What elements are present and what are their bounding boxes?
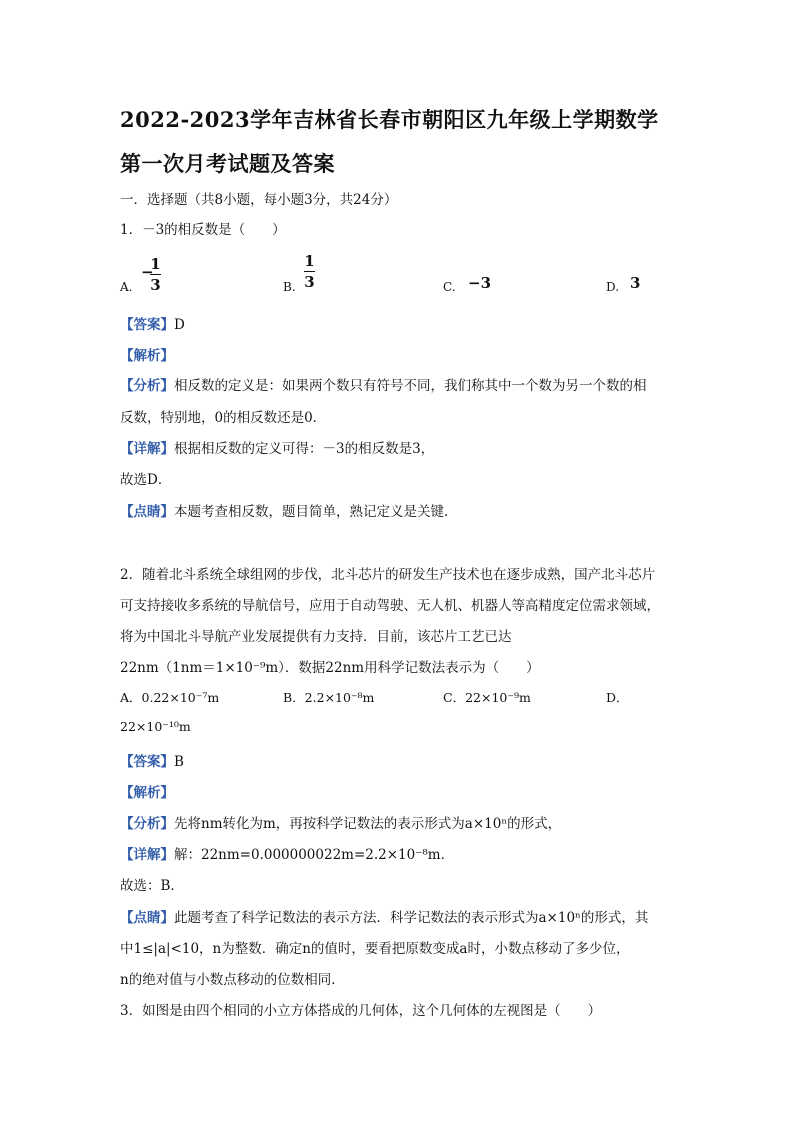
- q1-option-a-fraction: 1 3: [150, 255, 161, 294]
- q2-option-d: D．: [606, 690, 629, 705]
- q2-dianjing-2: 中1≤|a|<10，n为整数．确定n的值时，要看把原数变成a时，小数点移动了多少位，: [120, 941, 630, 957]
- q1-answer: 【答案】D: [120, 317, 185, 333]
- q2-stem-4: 22nm（1nm＝1×10⁻⁹m）．数据22nm用科学记数法表示为（ ）: [120, 660, 540, 676]
- q2-stem-2: 可支持接收多系统的导航信号，应用于自动驾驶、无人机、机器人等高精度定位需求领域，: [120, 598, 660, 614]
- q3-stem: 3．如图是由四个相同的小立方体搭成的几何体，这个几何体的左视图是（ ）: [120, 1003, 602, 1019]
- q2-fenxi: 【分析】先将nm转化为m，再按科学记数法的表示形式为a×10ⁿ的形式，: [120, 816, 562, 832]
- q2-option-a: A．0.22×10⁻⁷m: [120, 690, 220, 705]
- q2-xiangjie: 【详解】解：22nm=0.000000022m=2.2×10⁻⁸m．: [120, 847, 455, 863]
- q2-option-d-value: 22×10⁻¹⁰m: [120, 719, 191, 734]
- q2-stem-3: 将为中国北斗导航产业发展提供有力支持．目前，该芯片工艺已达: [120, 629, 512, 645]
- q1-stem: 1．－3的相反数是（ ）: [120, 222, 286, 238]
- q2-guxuan: 故选：B．: [120, 878, 184, 894]
- q2-analysis-heading: 【解析】: [120, 785, 174, 801]
- document-page: 2022-2023学年吉林省长春市朝阳区九年级上学期数学第一次月考试题及答案 一．选择题（共8小题，每小题3分，共24分） 1．－3的相反数是（ ） A. − 1 3 B. 1 3 C. −3 D. 3 【答案】D 【解析】 【分析】相反数的定义是：如果两个数只有符号不同，我们称其中一个数为另一个数的相 反数，特别地，0的相反数还是0． 【详解】根据相反数的定义可得：－3的相反数是3， 故选D． 【点睛】本题考查相反数，题目简单，熟记定义是关键． 2．随着北斗系统全球组网的步伐，北斗芯片的研发生产技术也在逐步成熟，国产北斗芯片 可支持接收多系统的导航信号，应用于自动驾驶、无人机、机器人等高精度定位需求领域， 将为中国北斗导航产业发展提供有力支持．目前，该芯片工艺已达 22nm（1nm＝1×10⁻⁹m）．数据22nm用科学记数法表示为（ ） A．0.22×10⁻⁷m B．2.2×10⁻⁸m C．22×10⁻⁹m D． 22×10⁻¹⁰m 【答案】B 【解析】 【分析】先将nm转化为m，再按科学记数法的表示形式为a×10ⁿ的形式， 【详解】解：22nm=0.000000022m=2.2×10⁻⁸m． 故选：B． 【点睛】此题考查了科学记数法的表示方法．科学记数法的表示形式为a×10ⁿ的形式，其 中1≤|a|<10，n为整数．确定n的值时，要看把原数变成a时，小数点移动了多少位， n的绝对值与小数点移动的位数相同． 3．如图是由四个相同的小立方体搭成的几何体，这个几何体的左视图是（ ）: [0, 0, 794, 1123]
- q2-dianjing-1: 【点睛】此题考查了科学记数法的表示方法．科学记数法的表示形式为a×10ⁿ的形式，其: [120, 910, 649, 926]
- q1-option-a-sign: −: [141, 263, 154, 281]
- q1-option-b-fraction: 1 3: [304, 252, 315, 291]
- q2-option-b: B．2.2×10⁻⁸m: [283, 690, 375, 705]
- q2-stem-1: 2．随着北斗系统全球组网的步伐，北斗芯片的研发生产技术也在逐步成熟，国产北斗芯片: [120, 567, 656, 583]
- q1-fenxi-1: 【分析】相反数的定义是：如果两个数只有符号不同，我们称其中一个数为另一个数的相: [120, 378, 647, 394]
- section-heading: 一．选择题（共8小题，每小题3分，共24分）: [120, 192, 398, 208]
- q2-answer: 【答案】B: [120, 754, 184, 770]
- q2-option-c: C．22×10⁻⁹m: [443, 690, 531, 705]
- q1-dianjing: 【点睛】本题考查相反数，题目简单，熟记定义是关键．: [120, 504, 458, 520]
- q1-xiangjie: 【详解】根据相反数的定义可得：－3的相反数是3，: [120, 441, 435, 457]
- q1-guxuan: 故选D．: [120, 472, 172, 488]
- q2-dianjing-3: n的绝对值与小数点移动的位数相同．: [120, 972, 345, 988]
- q1-analysis-heading: 【解析】: [120, 348, 174, 364]
- q1-fenxi-2: 反数，特别地，0的相反数还是0．: [120, 410, 327, 426]
- document-title: 2022-2023学年吉林省长春市朝阳区九年级上学期数学第一次月考试题及答案: [120, 107, 659, 176]
